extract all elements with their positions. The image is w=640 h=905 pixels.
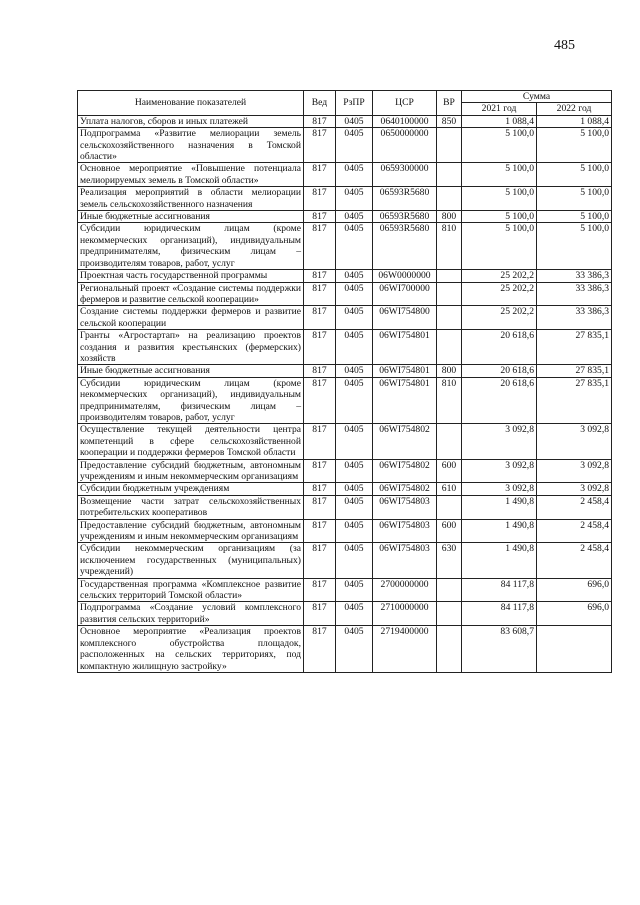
table-header [78,91,612,116]
cell-ved: 817 [304,306,336,330]
cell-name: Государственная программа «Комплексное развитие сельских территорий Томской области» [78,578,304,602]
cell-2022: 5 100,0 [537,187,612,211]
cell-rzpr: 0405 [336,128,373,163]
cell-2021: 25 202,2 [462,282,537,306]
cell-2022: 5 100,0 [537,163,612,187]
cell-ved: 817 [304,365,336,377]
header-name: Наименование показателей [78,91,304,116]
cell-2022: 3 092,8 [537,483,612,495]
cell-2021: 3 092,8 [462,424,537,459]
cell-name: Основное мероприятие «Реализация проектов комплексного обустройства площадок, расположенных на сельских территориях, под компактную жилищную застройку» [78,626,304,673]
cell-vr: 600 [437,519,462,543]
table-row [78,270,612,282]
cell-2021: 5 100,0 [462,211,537,223]
cell-2022: 3 092,8 [537,424,612,459]
cell-ved: 817 [304,330,336,365]
cell-rzpr: 0405 [336,543,373,578]
cell-2021: 5 100,0 [462,187,537,211]
cell-rzpr: 0405 [336,377,373,424]
cell-vr [437,330,462,365]
cell-name: Проектная часть государственной программы [78,270,304,282]
cell-csr: 06WI754802 [373,424,437,459]
cell-csr: 0659300000 [373,163,437,187]
cell-vr: 810 [437,377,462,424]
table-row [78,543,612,578]
cell-2021: 1 490,8 [462,495,537,519]
cell-2021: 83 608,7 [462,626,537,673]
table-row [78,519,612,543]
cell-name: Реализация мероприятий в области мелиорации земель сельскохозяйственного назначения [78,187,304,211]
cell-2022: 3 092,8 [537,459,612,483]
cell-name: Субсидии бюджетным учреждениям [78,483,304,495]
cell-2022 [537,626,612,673]
cell-ved: 817 [304,187,336,211]
header-year-2022: 2022 год [537,103,612,115]
cell-ved: 817 [304,495,336,519]
cell-csr: 06WI754803 [373,495,437,519]
cell-name: Подпрограмма «Создание условий комплексного развития сельских территорий» [78,602,304,626]
cell-2022: 33 386,3 [537,270,612,282]
cell-2021: 5 100,0 [462,163,537,187]
cell-vr [437,495,462,519]
header-vr: ВР [437,91,462,116]
header-csr: ЦСР [373,91,437,116]
cell-vr: 800 [437,211,462,223]
table-row [78,602,612,626]
header-year-2021: 2021 год [462,103,537,115]
cell-name: Субсидии некоммерческим организациям (за исключением государственных (муниципальных) учреждений) [78,543,304,578]
cell-csr: 06593R5680 [373,223,437,270]
cell-rzpr: 0405 [336,578,373,602]
cell-csr: 0650000000 [373,128,437,163]
cell-vr [437,306,462,330]
cell-vr [437,163,462,187]
cell-2022: 696,0 [537,602,612,626]
cell-rzpr: 0405 [336,115,373,127]
cell-rzpr: 0405 [336,626,373,673]
table-row [78,365,612,377]
cell-2021: 5 100,0 [462,223,537,270]
cell-vr [437,270,462,282]
cell-2022: 696,0 [537,578,612,602]
table-row [78,187,612,211]
cell-csr: 2710000000 [373,602,437,626]
cell-ved: 817 [304,128,336,163]
cell-name: Предоставление субсидий бюджетным, автономным учреждениям и иным некоммерческим организациям [78,519,304,543]
cell-vr [437,602,462,626]
page-number: 485 [554,38,575,53]
cell-name: Иные бюджетные ассигнования [78,365,304,377]
cell-2021: 25 202,2 [462,270,537,282]
cell-2022: 2 458,4 [537,519,612,543]
cell-vr [437,424,462,459]
cell-vr: 800 [437,365,462,377]
cell-rzpr: 0405 [336,424,373,459]
cell-2022: 5 100,0 [537,128,612,163]
cell-2022: 33 386,3 [537,306,612,330]
cell-name: Возмещение части затрат сельскохозяйственных потребительских кооперативов [78,495,304,519]
cell-name: Осуществление текущей деятельности центра компетенций в сфере сельскохозяйственной кооперации и поддержки фермеров Томской области [78,424,304,459]
cell-vr [437,282,462,306]
cell-rzpr: 0405 [336,211,373,223]
cell-csr: 06WI754802 [373,483,437,495]
cell-rzpr: 0405 [336,330,373,365]
table-row [78,223,612,270]
cell-vr [437,128,462,163]
cell-rzpr: 0405 [336,602,373,626]
cell-2021: 3 092,8 [462,483,537,495]
cell-2021: 3 092,8 [462,459,537,483]
cell-name: Предоставление субсидий бюджетным, автономным учреждениям и иным некоммерческим организациям [78,459,304,483]
cell-rzpr: 0405 [336,495,373,519]
table-row [78,211,612,223]
cell-csr: 06WI754802 [373,459,437,483]
cell-csr: 06WI754801 [373,377,437,424]
cell-ved: 817 [304,377,336,424]
cell-rzpr: 0405 [336,270,373,282]
table-row [78,377,612,424]
cell-ved: 817 [304,211,336,223]
cell-2022: 5 100,0 [537,223,612,270]
cell-rzpr: 0405 [336,519,373,543]
cell-2022: 5 100,0 [537,211,612,223]
cell-vr: 810 [437,223,462,270]
table-row [78,424,612,459]
cell-ved: 817 [304,282,336,306]
cell-2021: 20 618,6 [462,377,537,424]
cell-name: Региональный проект «Создание системы поддержки фермеров и развитие сельской кооперации» [78,282,304,306]
cell-name: Гранты «Агростартап» на реализацию проектов создания и развития крестьянских (фермерских) хозяйств [78,330,304,365]
cell-vr: 850 [437,115,462,127]
cell-csr: 06WI754803 [373,519,437,543]
table-row [78,483,612,495]
cell-name: Уплата налогов, сборов и иных платежей [78,115,304,127]
cell-vr: 600 [437,459,462,483]
cell-2021: 1 490,8 [462,543,537,578]
cell-name: Субсидии юридическим лицам (кроме некоммерческих организаций), индивидуальным предпринимателям, физическим лицам – производителям товаров, работ, услуг [78,377,304,424]
cell-csr: 2719400000 [373,626,437,673]
cell-csr: 06WI754803 [373,543,437,578]
cell-2022: 2 458,4 [537,495,612,519]
cell-ved: 817 [304,459,336,483]
cell-name: Основное мероприятие «Повышение потенциала мелиорируемых земель в Томской области» [78,163,304,187]
cell-2022: 1 088,4 [537,115,612,127]
cell-rzpr: 0405 [336,365,373,377]
cell-csr: 06WI754801 [373,330,437,365]
cell-2021: 1 490,8 [462,519,537,543]
cell-2021: 20 618,6 [462,365,537,377]
cell-csr: 06WI700000 [373,282,437,306]
cell-2022: 27 835,1 [537,365,612,377]
cell-ved: 817 [304,483,336,495]
cell-ved: 817 [304,626,336,673]
cell-2021: 1 088,4 [462,115,537,127]
cell-ved: 817 [304,163,336,187]
table-row [78,282,612,306]
cell-csr: 06W0000000 [373,270,437,282]
table-row [78,128,612,163]
cell-ved: 817 [304,424,336,459]
cell-rzpr: 0405 [336,483,373,495]
table-body [78,115,612,672]
cell-vr [437,626,462,673]
cell-ved: 817 [304,115,336,127]
cell-2022: 27 835,1 [537,377,612,424]
cell-2022: 2 458,4 [537,543,612,578]
table-row [78,163,612,187]
cell-vr [437,187,462,211]
cell-name: Субсидии юридическим лицам (кроме некоммерческих организаций), индивидуальным предпринимателям, физическим лицам – производителям товаров, работ, услуг [78,223,304,270]
budget-table [77,90,612,673]
table-row [78,459,612,483]
cell-name: Иные бюджетные ассигнования [78,211,304,223]
cell-csr: 06593R5680 [373,187,437,211]
cell-ved: 817 [304,602,336,626]
table-row [78,495,612,519]
cell-name: Создание системы поддержки фермеров и развитие сельской кооперации [78,306,304,330]
cell-csr: 06593R5680 [373,211,437,223]
cell-csr: 06WI754801 [373,365,437,377]
cell-ved: 817 [304,543,336,578]
table-row [78,330,612,365]
cell-2022: 27 835,1 [537,330,612,365]
cell-2021: 25 202,2 [462,306,537,330]
cell-rzpr: 0405 [336,223,373,270]
cell-ved: 817 [304,578,336,602]
cell-vr [437,578,462,602]
cell-2022: 33 386,3 [537,282,612,306]
cell-rzpr: 0405 [336,187,373,211]
cell-2021: 84 117,8 [462,602,537,626]
header-sum: Сумма [462,91,612,103]
cell-csr: 0640100000 [373,115,437,127]
cell-rzpr: 0405 [336,163,373,187]
cell-ved: 817 [304,223,336,270]
cell-2021: 84 117,8 [462,578,537,602]
header-ved: Вед [304,91,336,116]
cell-2021: 20 618,6 [462,330,537,365]
cell-2021: 5 100,0 [462,128,537,163]
cell-rzpr: 0405 [336,282,373,306]
cell-csr: 2700000000 [373,578,437,602]
table-row [78,626,612,673]
cell-rzpr: 0405 [336,459,373,483]
cell-vr: 610 [437,483,462,495]
cell-ved: 817 [304,270,336,282]
cell-ved: 817 [304,519,336,543]
cell-vr: 630 [437,543,462,578]
table-row [78,306,612,330]
cell-rzpr: 0405 [336,306,373,330]
table-row [78,115,612,127]
cell-csr: 06WI754800 [373,306,437,330]
cell-name: Подпрограмма «Развитие мелиорации земель сельскохозяйственного назначения в Томской области» [78,128,304,163]
header-rzpr: РзПР [336,91,373,116]
table-row [78,578,612,602]
